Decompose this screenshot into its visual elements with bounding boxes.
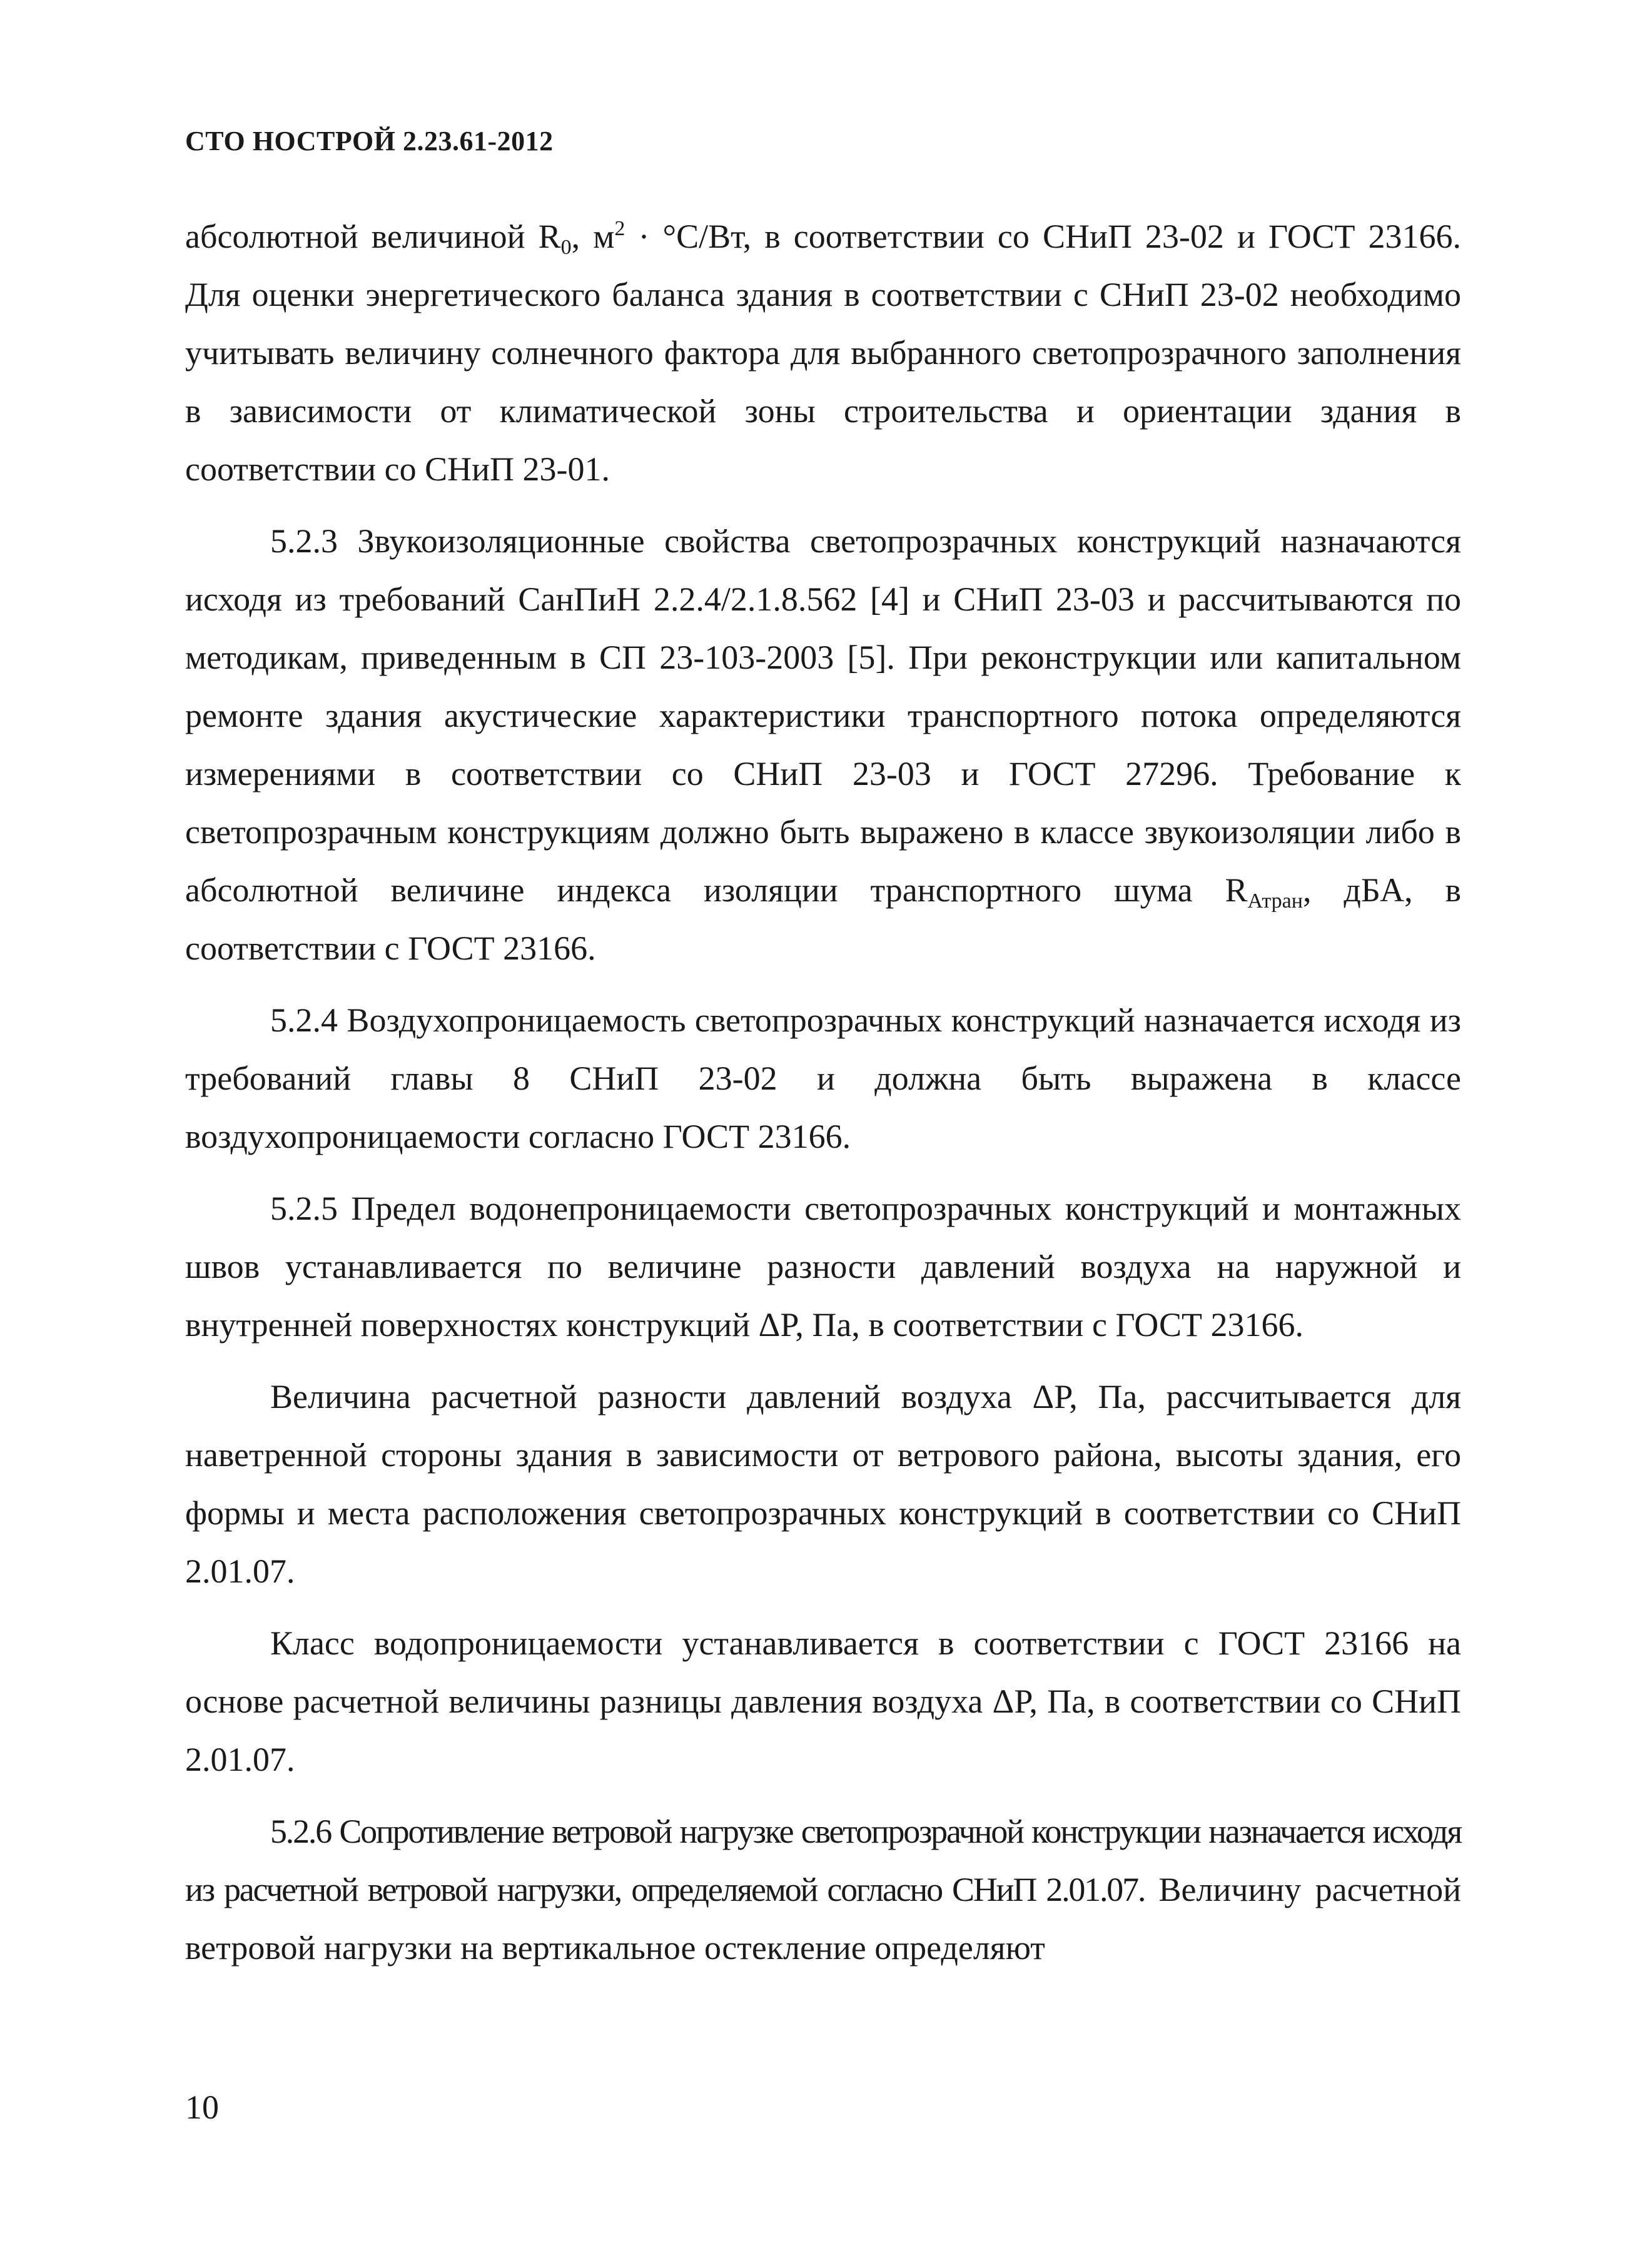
superscript: 2	[614, 217, 625, 240]
subscript: 0	[560, 236, 572, 259]
document-header: СТО НОСТРОЙ 2.23.61-2012	[185, 126, 554, 156]
text-fragment: , дБА, в соответствии с ГОСТ 23166.	[185, 871, 1462, 967]
paragraph-5-2-4: 5.2.4 Воздухопроницаемость светопрозрачных конструкций назначается исходя из требований главы 8 СНиП 23-02 и должна быть выражена в классе воздухопроницаемости согласно ГОСТ 23166.	[185, 1001, 1461, 1155]
paragraph-5-2-3	[185, 512, 1461, 978]
text-fragment: абсолютной величиной R	[185, 218, 561, 255]
page-number: 10	[185, 2088, 219, 2126]
paragraph-5-2-5: 5.2.5 Предел водонепроницаемости светопрозрачных конструкций и монтажных швов устанавливается по величине разности давлений воздуха на наружной и внутренней поверхностях конструкций ΔP, Па, в соответствии с ГОСТ 23166.	[185, 1190, 1461, 1344]
paragraph-thermal-resistance	[185, 208, 1461, 499]
document-body	[185, 208, 1461, 1977]
text-fragment: · °С/Вт, в соответствии со СНиП 23-02 и ГОСТ 23166. Для оценки энергетического баланса здания в соответствии с СНиП 23-02 необходимо учитывать величину солнечного фактора для выбранного светопрозрачного заполнения в зависимости от климатической зоны строительства и ориентации здания в соответствии со СНиП 23-01.	[185, 218, 1461, 488]
text-fragment: 5.2.6 Сопротивление ветровой нагрузке светопрозрачной конструкции назначается исходя из расчетной ветровой нагрузки, определяемой согласно СНиП 2.01.07.	[185, 1813, 1461, 1908]
subscript: Атран	[1247, 889, 1303, 913]
text-fragment: 5.2.3 Звукоизоляционные свойства светопрозрачных конструкций назначаются исходя из требований СанПиН 2.2.4/2.1.8.562 [4] и СНиП 23-03 и рассчитываются по методикам, приведенным в СП 23-103-2003 [5]. При реконструкции или капитальном ремонте здания акустические характеристики транспортного потока определяются измерениями в соответствии со СНиП 23-03 и ГОСТ 27296. Требование к светопрозрачным конструкциям должно быть выражено в классе звукоизоляции либо в абсолютной величине индекса изоляции транспортного шума R	[185, 522, 1461, 909]
paragraph-water-class: Класс водопроницаемости устанавливается в соответствии с ГОСТ 23166 на основе расчетной величины разницы давления воздуха ΔP, Па, в соответствии со СНиП 2.01.07.	[185, 1624, 1461, 1778]
text-fragment: Величину расчетной ветровой нагрузки на вертикальное остекление определяют	[185, 1871, 1461, 1967]
paragraph-pressure-difference: Величина расчетной разности давлений воздуха ΔP, Па, рассчитывается для наветренной стороны здания в зависимости от ветрового района, высоты здания, его формы и места расположения светопрозрачных конструкций в соответствии со СНиП 2.01.07.	[185, 1378, 1461, 1590]
paragraph-5-2-6	[185, 1803, 1461, 1977]
text-fragment: , м	[571, 218, 615, 255]
